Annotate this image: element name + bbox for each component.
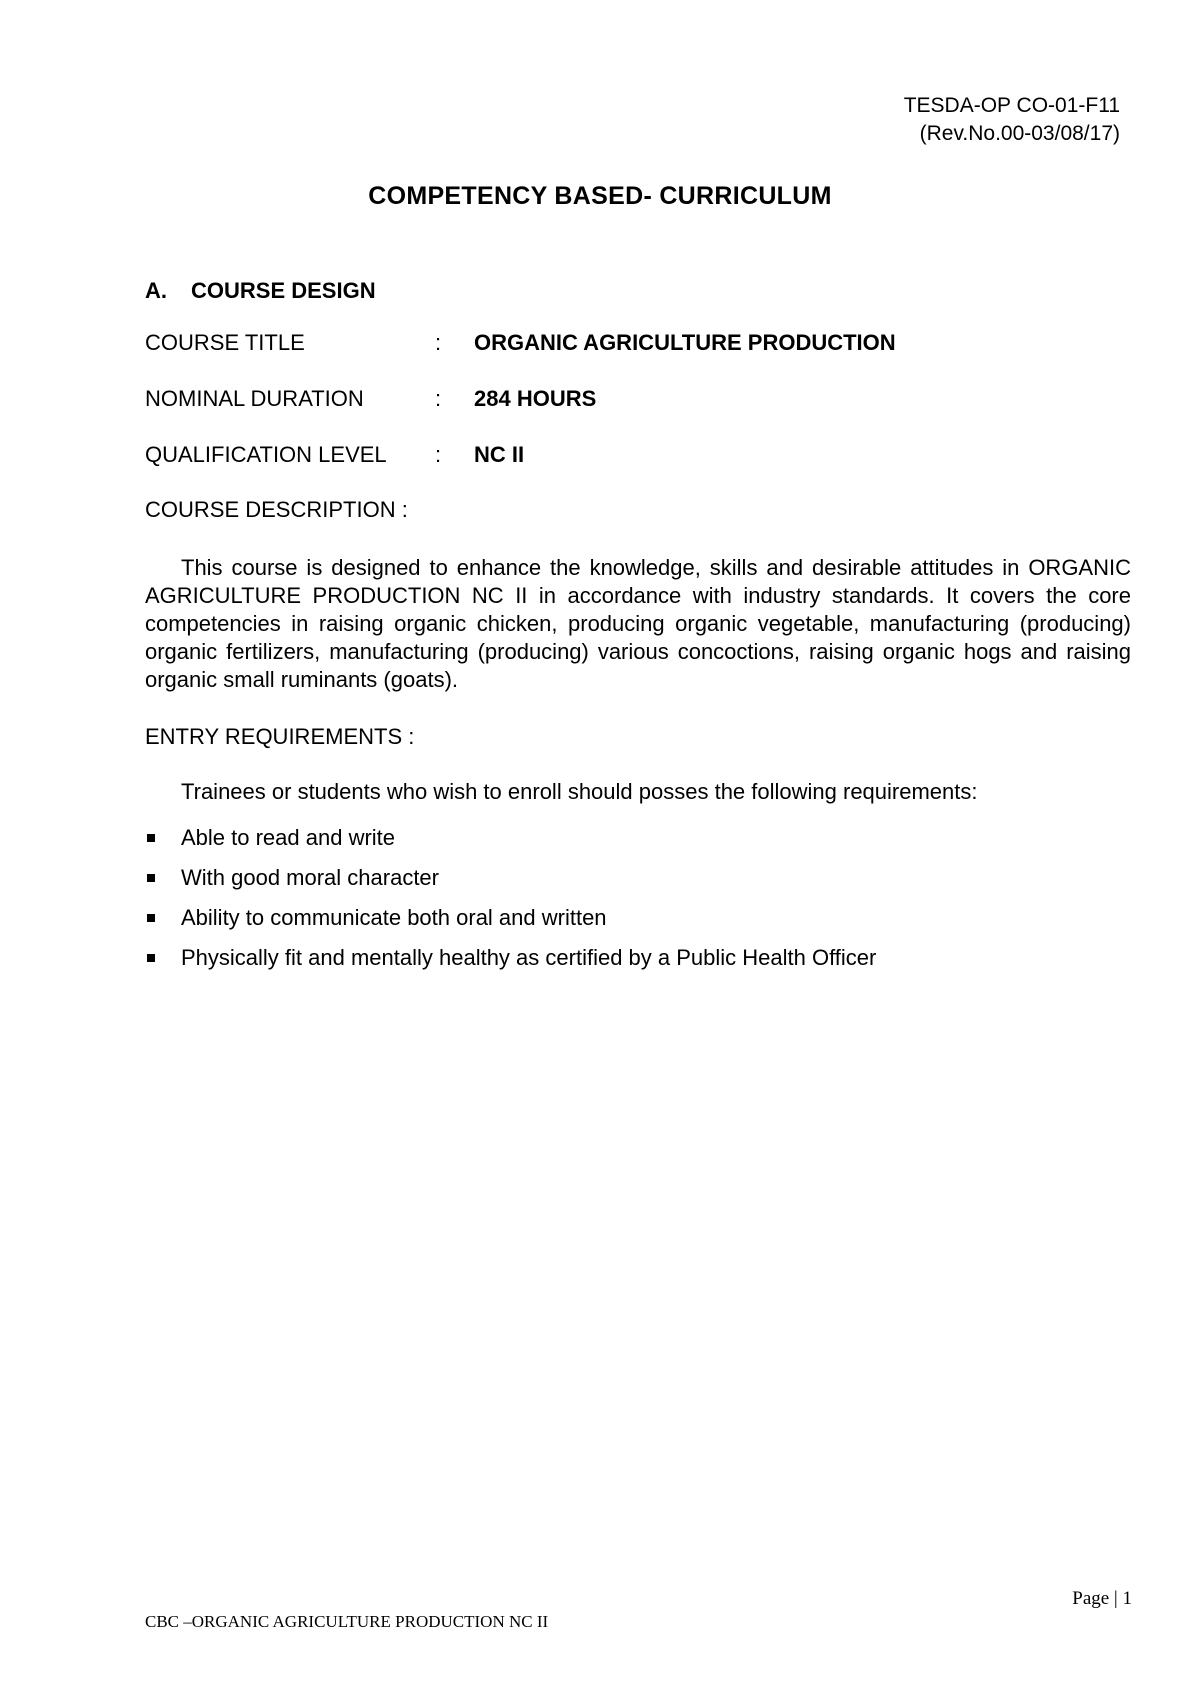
qualification-level-label: QUALIFICATION LEVEL	[145, 442, 387, 467]
entry-requirements-label: ENTRY REQUIREMENTS :	[145, 724, 415, 749]
square-bullet-icon	[147, 914, 155, 922]
section-letter: A.	[145, 278, 167, 303]
requirements-list	[145, 824, 876, 984]
list-item	[145, 824, 876, 864]
form-code-block	[904, 92, 1120, 148]
nominal-duration-separator: :	[435, 386, 442, 411]
form-code: TESDA-OP CO-01-F11	[903, 94, 1120, 117]
requirement-text: Ability to communicate both oral and written	[181, 905, 607, 930]
course-description-label: COURSE DESCRIPTION :	[145, 497, 408, 522]
square-bullet-icon	[147, 874, 155, 882]
list-item	[145, 944, 876, 984]
requirement-text: Physically fit and mentally healthy as certified by a Public Health Officer	[181, 945, 877, 970]
footer-document-name: CBC –ORGANIC AGRICULTURE PRODUCTION NC II	[145, 1612, 549, 1631]
document-title: COMPETENCY BASED- CURRICULUM	[368, 182, 832, 210]
course-title-value: ORGANIC AGRICULTURE PRODUCTION	[474, 330, 896, 355]
qualification-level-separator: :	[435, 442, 442, 467]
qualification-level-value: NC II	[474, 442, 525, 467]
list-item	[145, 864, 876, 904]
nominal-duration-row	[145, 386, 596, 412]
entry-requirements-intro: Trainees or students who wish to enroll should posses the following requirements:	[181, 779, 978, 804]
course-title-separator: :	[435, 330, 442, 355]
section-title: COURSE DESIGN	[191, 278, 376, 303]
square-bullet-icon	[147, 954, 155, 962]
revision-number: (Rev.No.00-03/08/17)	[919, 122, 1120, 145]
course-description-text: This course is designed to enhance the knowledge, skills and desirable attitudes in ORGANIC AGRICULTURE PRODUCTION NC II in accordance with industry standards. It covers the core competencies in raising organic chicken, producing organic vegetable, manufacturing (producing) organic fertilizers, manufacturing (producing) various concoctions, raising organic hogs and raising organic small ruminants (goats).	[145, 555, 1131, 692]
course-title-label: COURSE TITLE	[145, 330, 305, 355]
nominal-duration-value: 284 HOURS	[474, 386, 597, 411]
page-number: Page | 1	[1072, 1588, 1132, 1609]
list-item	[145, 904, 876, 944]
square-bullet-icon	[147, 834, 155, 842]
course-title-row	[145, 330, 896, 356]
requirement-text: Able to read and write	[181, 825, 396, 850]
requirement-text: With good moral character	[181, 865, 439, 890]
section-heading	[145, 278, 376, 304]
nominal-duration-label: NOMINAL DURATION	[145, 386, 364, 411]
qualification-level-row	[145, 442, 524, 468]
